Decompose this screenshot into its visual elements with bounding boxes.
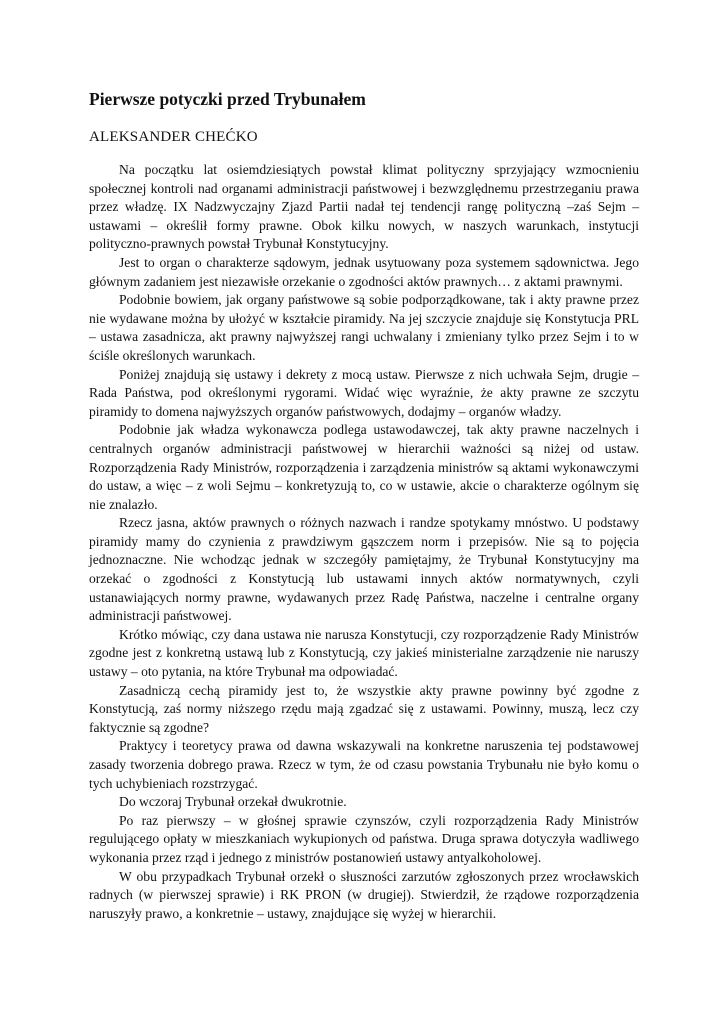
paragraph-7: Krótko mówiąc, czy dana ustawa nie narusza Konstytucji, czy rozporządzenie Rady Ministrów zgodne jest z konkretną ustawą lub z Konstytucją, czy jakieś ministerialne zarządzenie nie naruszy ustawy – oto pytania, na które Trybunał ma odpowiadać. — [89, 626, 639, 680]
paragraph-4: Poniżej znajdują się ustawy i dekrety z mocą ustaw. Pierwsze z nich uchwała Sejm, drugie – Rada Państwa, pod określonymi rygorami. Widać więc wyraźnie, że akty prawne ze szczytu piramidy to domena najwyższych organów państwowych, dodajmy – organów władzy. — [89, 366, 639, 419]
paragraph-1: Na początku lat osiemdziesiątych powstał klimat polityczny sprzyjający wzmocnieniu społecznej kontroli nad organami administracji państwowej i bezwzględnemu przestrzeganiu prawa przez władzę. IX Nadzwyczajny Zjazd Partii nadał tej tendencji rangę polityczną –zaś Sejm – ustawami – określił formy prawne. Obok kilku nowych, w naszych warunkach, instytucji polityczno-prawnych powstał Trybunał Konstytucyjny. — [89, 162, 639, 252]
article-author: ALEKSANDER CHEĆKO — [89, 129, 258, 145]
paragraph-2: Jest to organ o charakterze sądowym, jednak usytuowany poza systemem sądownictwa. Jego głównym zadaniem jest niezawisłe orzekanie o zgodności aktów prawnych… z aktami prawnymi. — [89, 254, 639, 289]
paragraph-6: Rzecz jasna, aktów prawnych o różnych nazwach i randze spotykamy mnóstwo. U podstawy piramidy mamy do czynienia z prawdziwym gąszczem norm i przepisów. Nie są to pojęcia jednoznaczne. Nie wchodząc jednak w szczegóły pamiętajmy, że Trybunał Konstytucyjny ma orzekać o zgodności z Konstytucją lub ustawami innych aktów normatywnych, czyli ustanawiających normy prawne, wydawanych przez Radę Państwa, naczelne i centralne organy administracji państwowej. — [89, 515, 639, 624]
paragraph-5: Podobnie jak władza wykonawcza podlega ustawodawczej, tak akty prawne naczelnych i centralnych organów administracji państwowej w hierarchii ważności są niżej od ustaw. Rozporządzenia Rady Ministrów, rozporządzenia i zarządzenia ministrów są aktami wykonawczymi do ustaw, a więc – z woli Sejmu – konkretyzują to, co w ustawie, akcie o charakterze ogólnym się nie znalazło. — [89, 422, 639, 512]
article-title: Pierwsze potyczki przed Trybunałem — [89, 89, 366, 109]
paragraph-11: Po raz pierwszy – w głośnej sprawie czynszów, czyli rozporządzenia Rady Ministrów regulującego opłaty w mieszkaniach wykupionych od państwa. Druga sprawa dotyczyła wadliwego wykonania przez rząd i jednego z ministrów postanowień ustawy antyalkoholowej. — [89, 812, 639, 865]
paragraph-8: Zasadniczą cechą piramidy jest to, że wszystkie akty prawne powinny być zgodne z Konstytucją, zaś normy niższego rzędu mają zgadzać się z ustawami. Powinny, muszą, lecz czy faktycznie są zgodne? — [89, 682, 639, 735]
paragraph-3: Podobnie bowiem, jak organy państwowe są sobie podporządkowane, tak i akty prawne przez nie wydawane można by ułożyć w kształcie piramidy. Na jej szczycie znajduje się Konstytucja PRL – ustawa zasadnicza, akt prawny najwyższej rangi uchwalany i zmieniany tylko przez Sejm i to w ściśle określonych warunkach. — [89, 292, 639, 363]
paragraph-12: W obu przypadkach Trybunał orzekł o słuszności zarzutów zgłoszonych przez wrocławskich radnych (w pierwszej sprawie) i RK PRON (w drugiej). Stwierdził, że rządowe rozporządzenia naruszyły prawo, a konkretnie – ustawy, znajdujące się wyżej w hierarchii. — [89, 868, 639, 921]
document-page — [89, 88, 639, 923]
article-body — [89, 161, 639, 923]
paragraph-10: Do wczoraj Trybunał orzekał dwukrotnie. — [119, 794, 347, 810]
paragraph-9: Praktycy i teoretycy prawa od dawna wskazywali na konkretne naruszenia tej podstawowej zasady tworzenia dobrego prawa. Rzecz w tym, że od czasu powstania Trybunału nie było komu o tych uchybieniach rozstrzygać. — [89, 738, 639, 791]
